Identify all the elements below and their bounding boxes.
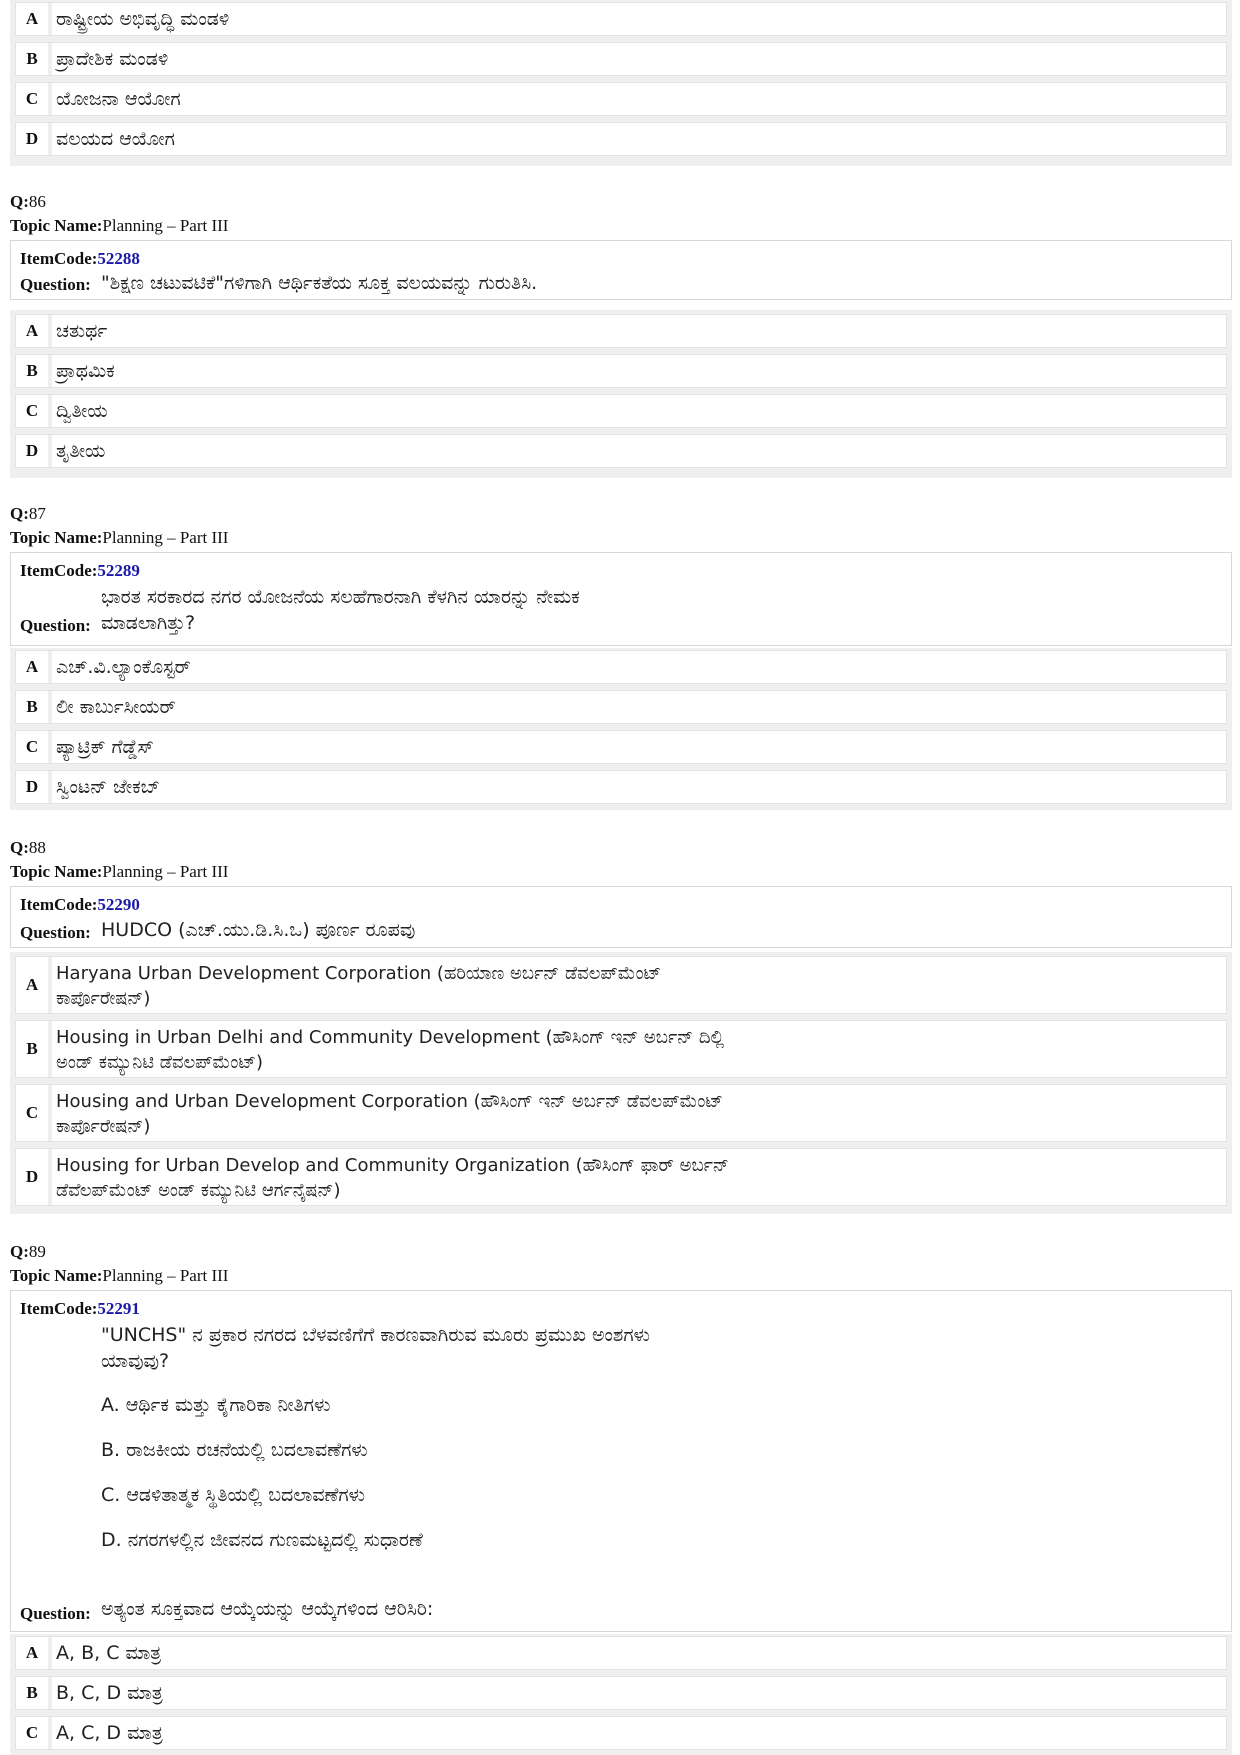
q-prefix: Q: <box>10 838 29 857</box>
topic-prefix: Topic Name: <box>10 528 103 547</box>
question-box-q88 <box>10 886 1232 948</box>
question-box-q87 <box>10 552 1232 646</box>
question-box-q86 <box>10 240 1232 300</box>
option-row <box>15 956 1227 1014</box>
topic-name <box>10 1266 228 1286</box>
option-row <box>15 122 1227 156</box>
option-text: ತೃತೀಯ <box>56 439 106 462</box>
itemcode-prefix: ItemCode: <box>20 249 98 268</box>
option-letter: C <box>16 731 52 763</box>
option-text: ಚತುರ್ಥ <box>56 319 108 342</box>
options-table-q89 <box>10 1634 1232 1755</box>
question-stem-line1: "UNCHS" ನ ಪ್ರಕಾರ ನಗರದ ಬೆಳವಣಿಗೆಗೆ ಕಾರಣವಾಗಿರುವ ಮೂರು ಪ್ರಮುಖ ಅಂಶಗಳು <box>101 1324 650 1346</box>
option-letter: A <box>16 957 52 1013</box>
option-letter: D <box>16 1149 52 1205</box>
option-letter: A <box>16 651 52 683</box>
question-number <box>10 1242 46 1262</box>
options-table-q86 <box>10 310 1232 478</box>
itemcode-prefix: ItemCode: <box>20 895 98 914</box>
question-text: ಅತ್ಯಂತ ಸೂಕ್ತವಾದ ಆಯ್ಕೆಯನ್ನು ಆಯ್ಕೆಗಳಿಂದ ಆರಿಸಿರಿ: <box>101 1598 434 1620</box>
topic-name <box>10 528 228 548</box>
options-table-q88 <box>10 952 1232 1214</box>
option-row <box>15 730 1227 764</box>
itemcode <box>20 895 140 915</box>
topic-prefix: Topic Name: <box>10 1266 103 1285</box>
option-letter: C <box>16 83 52 115</box>
option-letter: B <box>16 1677 52 1709</box>
option-letter: B <box>16 691 52 723</box>
q-number-value: 89 <box>28 1242 46 1261</box>
option-row <box>15 690 1227 724</box>
statement-a: A. ಆರ್ಥಿಕ ಮತ್ತು ಕೈಗಾರಿಕಾ ನೀತಿಗಳು <box>101 1394 331 1416</box>
option-text-line1: Housing and Urban Development Corporation (ಹೌಸಿಂಗ್ ಇನ್ ಅರ್ಬನ್ ಡೆವಲಪ್‌ಮೆಂಟ್ <box>56 1091 724 1112</box>
topic-value: Planning – Part III <box>102 1266 229 1285</box>
question-text-line1: ಭಾರತ ಸರಕಾರದ ನಗರ ಯೋಜನೆಯ ಸಲಹೆಗಾರನಾಗಿ ಕೆಳಗಿನ ಯಾರನ್ನು ನೇಮಕ <box>101 586 580 608</box>
option-text: ಎಚ್.ವಿ.ಲ್ಯಾಂಕೊಸ್ಟರ್ <box>56 655 191 678</box>
itemcode-value: 52291 <box>97 1299 140 1318</box>
option-row <box>15 434 1227 468</box>
option-text: ಲೀ ಕಾರ್ಬುಸೀಯರ್ <box>56 695 176 718</box>
q-prefix: Q: <box>10 504 29 523</box>
statement-d: D. ನಗರಗಳಲ್ಲಿನ ಜೀವನದ ಗುಣಮಟ್ಟದಲ್ಲಿ ಸುಧಾರಣೆ <box>101 1529 423 1551</box>
question-label: Question: <box>20 275 91 294</box>
option-letter: D <box>16 123 52 155</box>
option-text: ಪ್ರಾಥಮಿಕ <box>56 359 115 382</box>
option-text-line2: ಕಾರ್ಪೊರೇಷನ್) <box>56 988 151 1009</box>
option-text-line1: Housing in Urban Delhi and Community Development (ಹೌಸಿಂಗ್ ಇನ್ ಅರ್ಬನ್ ದಿಲ್ಲಿ <box>56 1027 725 1048</box>
option-row <box>15 42 1227 76</box>
options-table-q85 <box>10 0 1232 166</box>
option-text-line2: ಅಂಡ್ ಕಮ್ಯುನಿಟಿ ಡೆವಲಪ್‌ಮೆಂಟ್) <box>56 1052 263 1073</box>
question-text-line2: ಮಾಡಲಾಗಿತ್ತು? <box>101 612 196 634</box>
option-letter: A <box>16 315 52 347</box>
option-letter: D <box>16 435 52 467</box>
option-text-line1: Haryana Urban Development Corporation (ಹರಿಯಾಣ ಅರ್ಬನ್ ಡೆವಲಪ್‌ಮೆಂಟ್ <box>56 963 662 984</box>
q-number-value: 87 <box>28 504 46 523</box>
option-letter: C <box>16 1085 52 1141</box>
option-letter: C <box>16 395 52 427</box>
option-row <box>15 354 1227 388</box>
option-row <box>15 650 1227 684</box>
topic-prefix: Topic Name: <box>10 862 103 881</box>
option-letter: B <box>16 43 52 75</box>
option-text-line2: ಡೆವೆಲಪ್‌ಮೆಂಟ್ ಅಂಡ್ ಕಮ್ಯುನಿಟಿ ಆರ್ಗನೈಷನ್) <box>56 1180 341 1201</box>
option-letter: A <box>16 3 52 35</box>
q-number-value: 88 <box>28 838 46 857</box>
topic-prefix: Topic Name: <box>10 216 103 235</box>
option-letter: B <box>16 1021 52 1077</box>
option-row <box>15 1716 1227 1750</box>
option-text: ದ್ವಿತೀಯ <box>56 399 108 422</box>
option-row <box>15 394 1227 428</box>
topic-name <box>10 862 228 882</box>
itemcode <box>20 1299 140 1319</box>
option-row <box>15 770 1227 804</box>
option-text: A, C, D ಮಾತ್ರ <box>56 1721 163 1744</box>
question-number <box>10 838 46 858</box>
question-stem-line2: ಯಾವುವು? <box>101 1350 170 1372</box>
option-text-line1: Housing for Urban Develop and Community Organization (ಹೌಸಿಂಗ್ ಫಾರ್ ಅರ್ಬನ್ <box>56 1155 729 1176</box>
itemcode-value: 52288 <box>97 249 140 268</box>
option-letter: C <box>16 1717 52 1749</box>
topic-value: Planning – Part III <box>102 862 229 881</box>
option-text: ಪ್ರಾದೇಶಿಕ ಮಂಡಳಿ <box>56 47 169 70</box>
itemcode-value: 52289 <box>97 561 140 580</box>
question-text: "ಶಿಕ್ಷಣ ಚಟುವಟಿಕೆ"ಗಳಿಗಾಗಿ ಆರ್ಥಿಕತೆಯ ಸೂಕ್ತ ವಲಯವನ್ನು ಗುರುತಿಸಿ. <box>101 272 538 294</box>
itemcode-prefix: ItemCode: <box>20 1299 98 1318</box>
option-text: ಸ್ವಿಂಟನ್ ಜೇಕಬ್ <box>56 775 160 798</box>
option-letter: B <box>16 355 52 387</box>
option-row <box>15 314 1227 348</box>
question-box-q89 <box>10 1290 1232 1632</box>
option-letter: D <box>16 771 52 803</box>
question-label: Question: <box>20 923 91 942</box>
option-text: ರಾಷ್ಟ್ರೀಯ ಅಭಿವೃದ್ಧಿ ಮಂಡಳಿ <box>56 7 230 30</box>
option-row <box>15 1676 1227 1710</box>
topic-value: Planning – Part III <box>102 528 229 547</box>
option-row <box>15 1020 1227 1078</box>
question-number <box>10 192 46 212</box>
options-table-q87 <box>10 648 1232 810</box>
topic-name <box>10 216 228 236</box>
statement-c: C. ಆಡಳಿತಾತ್ಮಕ ಸ್ಥಿತಿಯಲ್ಲಿ ಬದಲಾವಣೆಗಳು <box>101 1484 366 1506</box>
topic-value: Planning – Part III <box>102 216 229 235</box>
option-row <box>15 1636 1227 1670</box>
itemcode-prefix: ItemCode: <box>20 561 98 580</box>
q-prefix: Q: <box>10 192 29 211</box>
option-text-line2: ಕಾರ್ಪೊರೇಷನ್) <box>56 1116 151 1137</box>
option-letter: A <box>16 1637 52 1669</box>
option-row <box>15 82 1227 116</box>
option-text: B, C, D ಮಾತ್ರ <box>56 1681 163 1704</box>
option-text: ಯೋಜನಾ ಆಯೋಗ <box>56 87 181 110</box>
question-text: HUDCO (ಎಚ್.ಯು.ಡಿ.ಸಿ.ಒ) ಪೂರ್ಣ ರೂಪವು <box>101 919 416 941</box>
option-text: ವಲಯದ ಆಯೋಗ <box>56 127 175 150</box>
question-label: Question: <box>20 1604 91 1623</box>
q-number-value: 86 <box>28 192 46 211</box>
itemcode <box>20 561 140 581</box>
option-row <box>15 1148 1227 1206</box>
question-label: Question: <box>20 616 91 635</box>
option-row <box>15 2 1227 36</box>
option-row <box>15 1084 1227 1142</box>
q-prefix: Q: <box>10 1242 29 1261</box>
statement-b: B. ರಾಜಕೀಯ ರಚನೆಯಲ್ಲಿ ಬದಲಾವಣೆಗಳು <box>101 1439 368 1461</box>
itemcode-value: 52290 <box>97 895 140 914</box>
question-number <box>10 504 46 524</box>
itemcode <box>20 249 140 269</box>
option-text: A, B, C ಮಾತ್ರ <box>56 1641 162 1664</box>
option-text: ಪ್ಯಾಟ್ರಿಕ್ ಗೆಡ್ಡೆಸ್ <box>56 735 154 758</box>
